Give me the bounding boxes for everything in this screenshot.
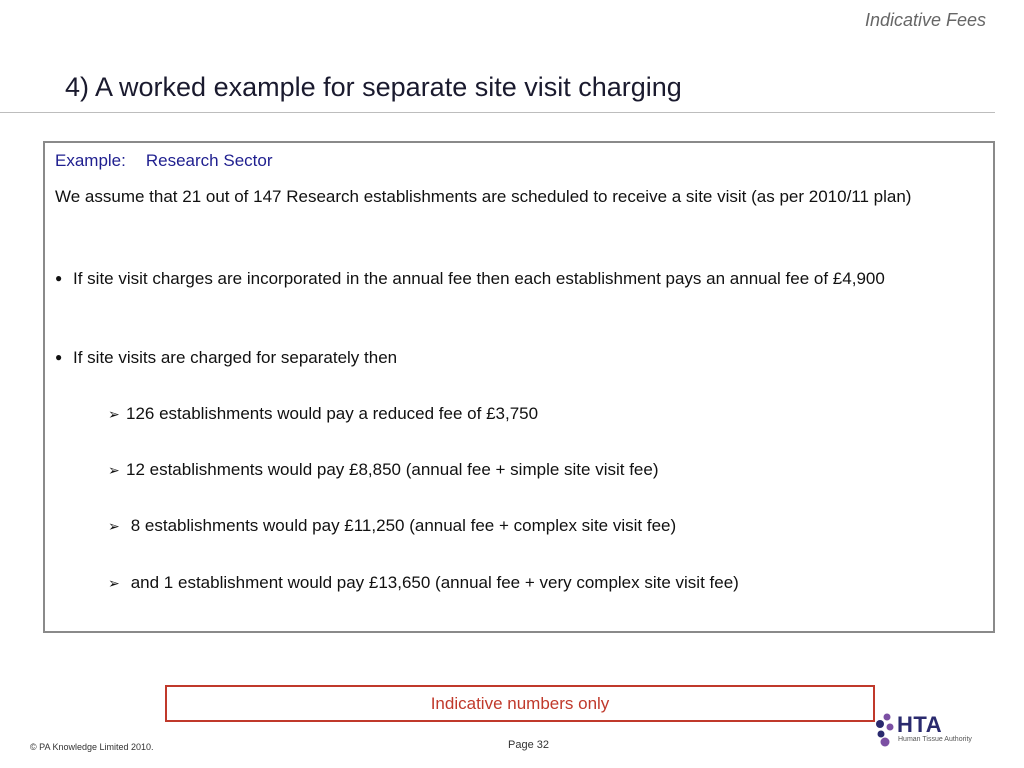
bullet-text: If site visit charges are incorporated in the annual fee then each establishment pays an annual fee of £4,900 [73, 269, 885, 288]
sub-item-reduced-fee [108, 402, 538, 426]
sub-item-text: 12 establishments would pay £8,850 (annual fee + simple site visit fee) [126, 460, 659, 479]
page-title: 4) A worked example for separate site visit charging [65, 72, 682, 102]
copyright: © PA Knowledge Limited 2010. [30, 742, 154, 752]
sub-item-simple-visit [108, 458, 659, 482]
bullet-dot-icon: ● [55, 271, 63, 285]
hta-logo-subtitle: Human Tissue Authority [898, 736, 972, 743]
sub-item-text: and 1 establishment would pay £13,650 (annual fee + very complex site visit fee) [126, 573, 739, 592]
hta-logo [873, 712, 988, 748]
sub-item-text: 126 establishments would pay a reduced fee of £3,750 [126, 404, 539, 423]
intro-paragraph: We assume that 21 out of 147 Research establishments are scheduled to receive a site visit (as per 2010/11 plan) [55, 187, 912, 206]
arrow-bullet-icon: ➢ [108, 406, 120, 422]
arrow-bullet-icon: ➢ [108, 575, 120, 591]
arrow-bullet-icon: ➢ [108, 462, 120, 478]
indicative-note-text: Indicative numbers only [430, 693, 610, 713]
example-label: Example: [55, 151, 126, 170]
hta-logo-text: HTA [897, 712, 943, 737]
bullet-text: If site visits are charged for separately then [73, 348, 398, 367]
section-tag: Indicative Fees [864, 10, 986, 30]
page-number: Page 32 [508, 739, 549, 751]
sector-label: Research Sector [145, 151, 273, 170]
sub-item-very-complex-visit [108, 571, 739, 595]
indicative-note [165, 685, 875, 722]
example-heading [55, 151, 273, 171]
arrow-bullet-icon: ➢ [108, 518, 120, 534]
hta-logo-icon [873, 712, 899, 748]
example-box [43, 141, 995, 633]
bullet-annual-fee [55, 267, 975, 290]
bullet-separate-charge [55, 346, 975, 369]
sub-item-text: 8 establishments would pay £11,250 (annual fee + complex site visit fee) [126, 516, 677, 535]
title-divider [0, 112, 995, 113]
sub-item-complex-visit [108, 514, 676, 538]
bullet-dot-icon: ● [55, 350, 63, 364]
